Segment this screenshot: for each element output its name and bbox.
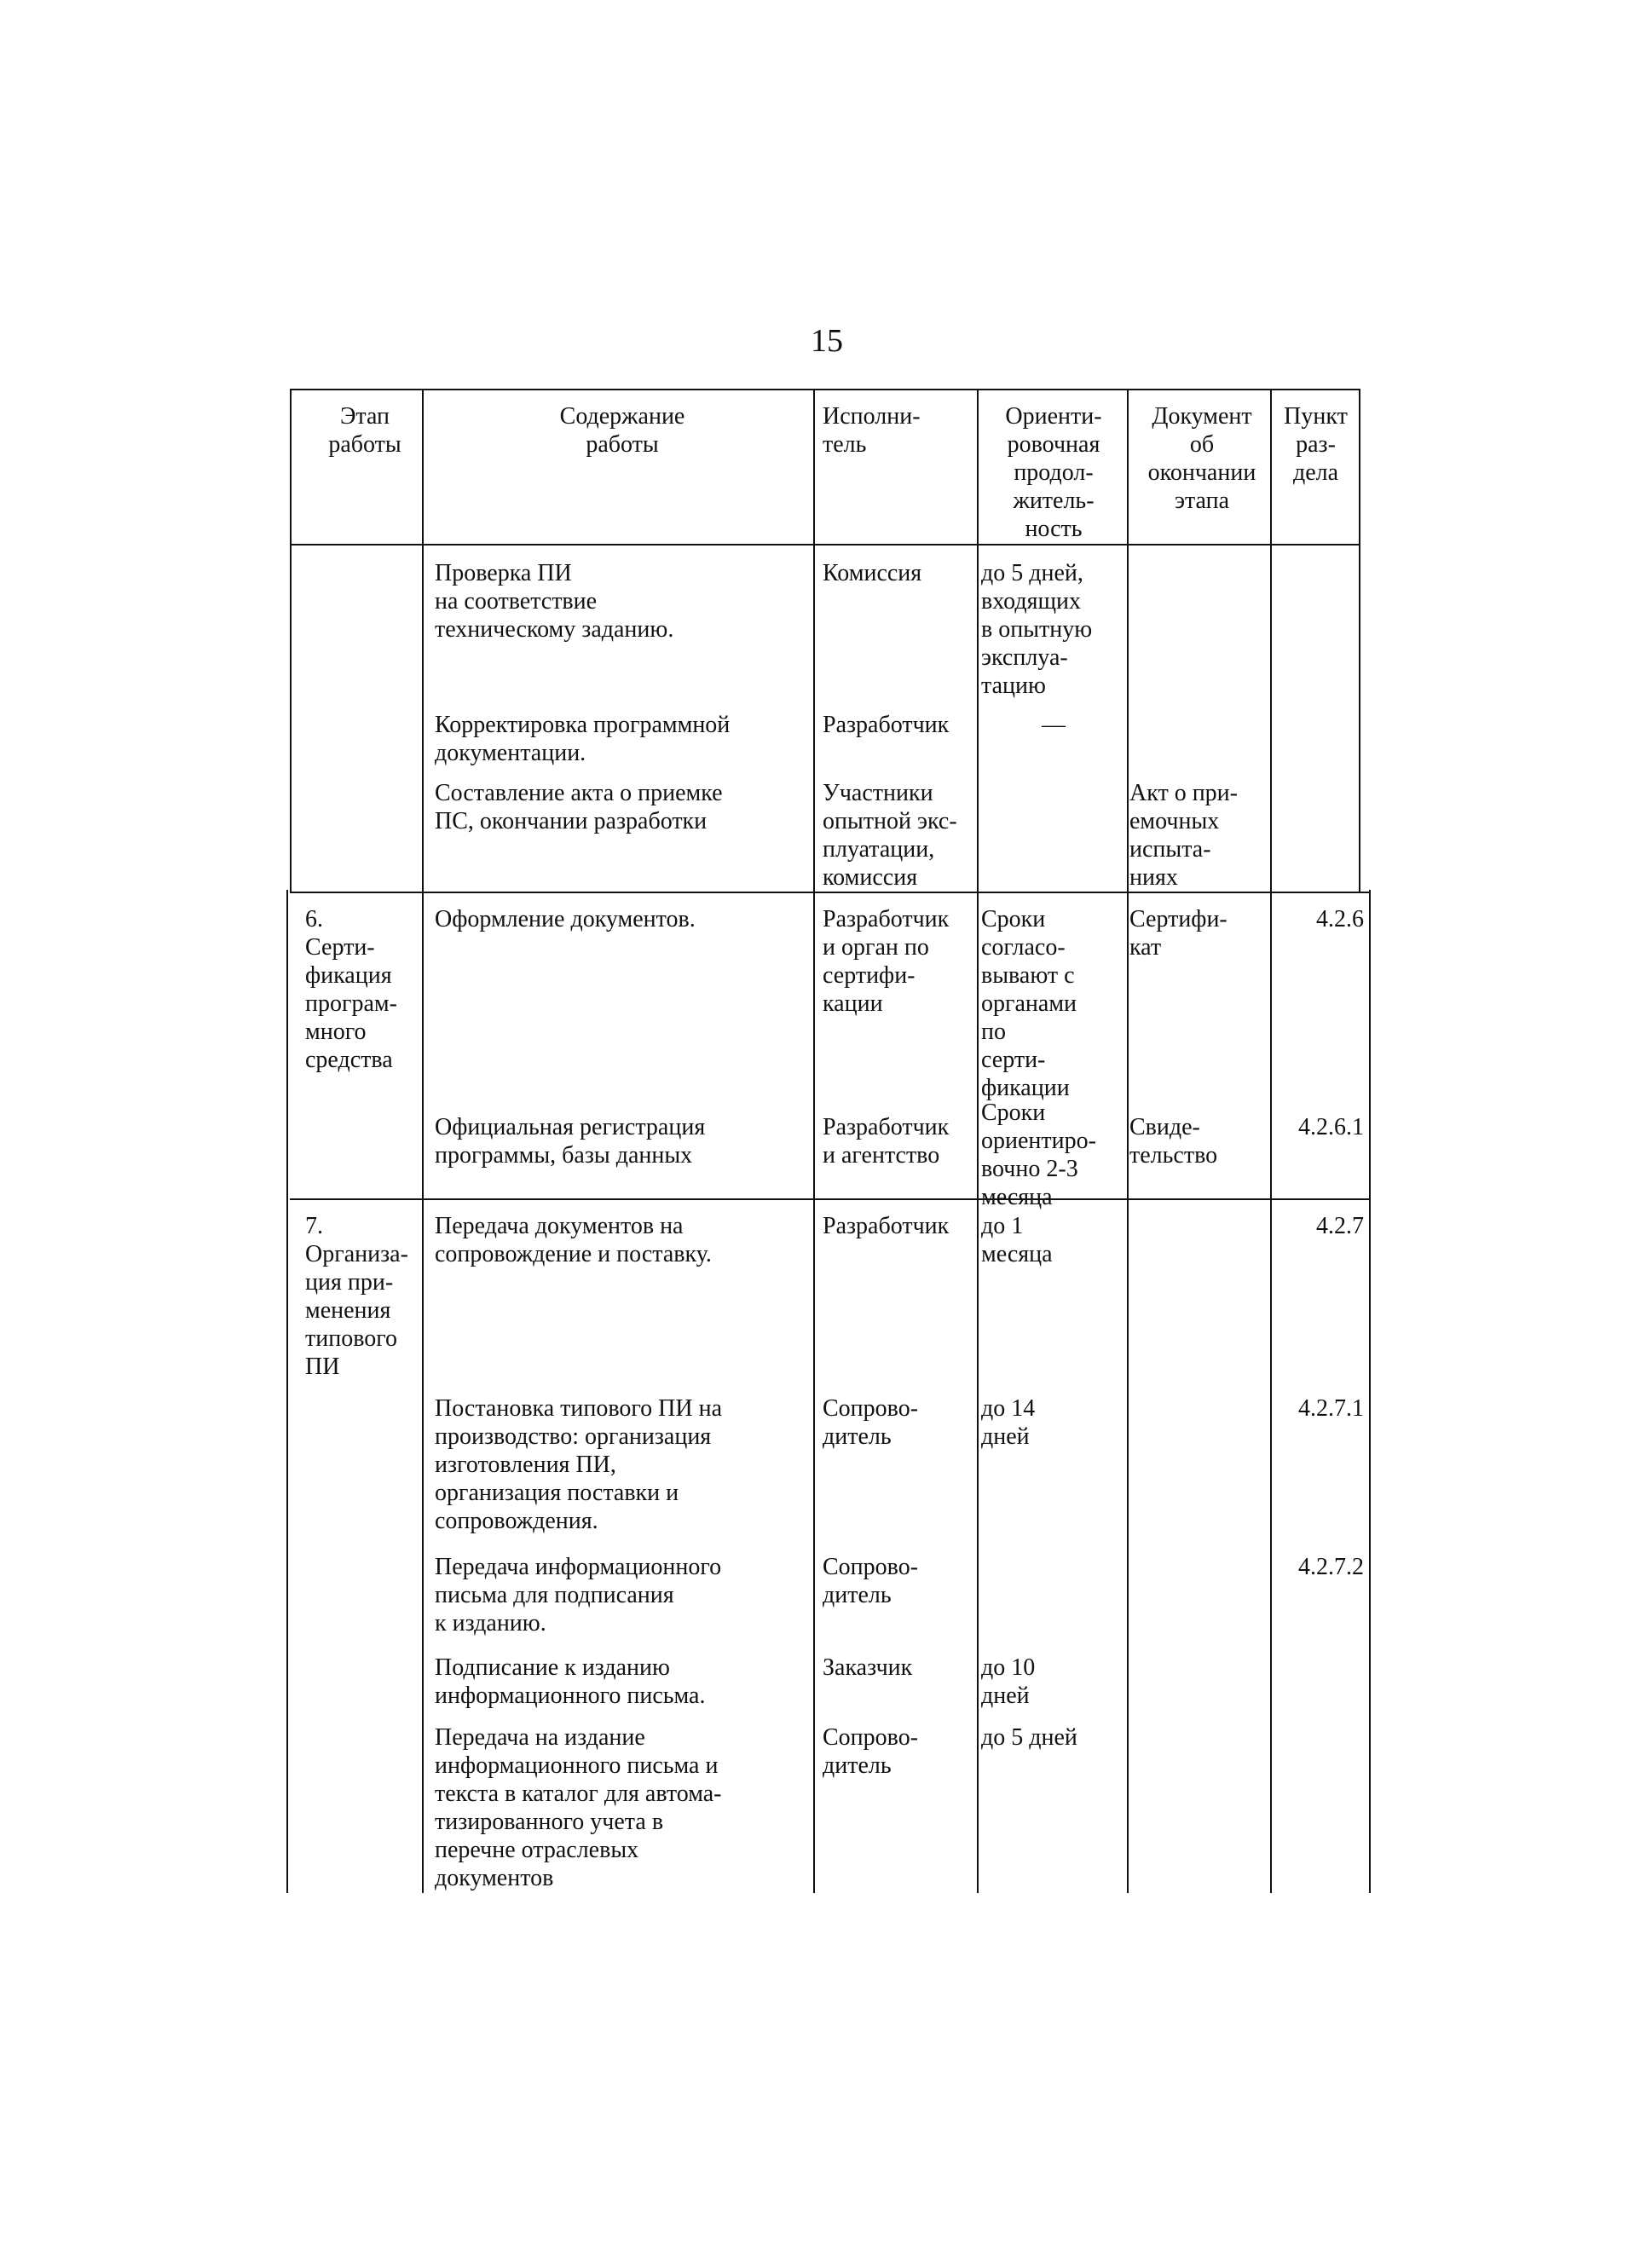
row-3-executor: Участники опытной экс- плуатации, комиссия [823, 780, 957, 891]
row-1-executor: Комиссия [823, 560, 922, 586]
row-6-duration: до 1 месяца [981, 1213, 1053, 1267]
header-bottom-line [290, 544, 1360, 545]
row-3-content: Составление акта о приемке ПС, окончании разработки [435, 780, 723, 834]
row-4-clause: 4.2.6 [1316, 906, 1364, 932]
header-duration: Ориенти- ровочная продол- житель- ность [1005, 403, 1102, 542]
work-stages-table [290, 389, 1372, 1893]
row-9-executor: Заказчик [823, 1654, 913, 1681]
column-divider-4 [1127, 389, 1129, 1893]
row-2-content: Корректировка программной документации. [435, 712, 731, 766]
table-border-top [290, 389, 1360, 390]
row-4-stage: 6. Серти- фикация програм- много средства [305, 906, 397, 1073]
row-3-document: Акт о при- емочных испыта- ниях [1129, 780, 1238, 891]
row-8-clause: 4.2.7.2 [1298, 1554, 1364, 1580]
row-10-duration: до 5 дней [981, 1724, 1077, 1751]
header-document: Документ об окончании этапа [1147, 403, 1256, 514]
row-7-content: Постановка типового ПИ на производство: организация изготовления ПИ, организация поставки и сопровождения. [435, 1395, 723, 1534]
row-4-content: Оформление документов. [435, 906, 696, 932]
row-6-executor: Разработчик [823, 1213, 950, 1239]
row-6-content: Передача документов на сопровождение и поставку. [435, 1213, 712, 1267]
header-content: Содержание работы [559, 403, 685, 458]
row-6-stage: 7. Организа- ция при- менения типового ПИ [305, 1213, 408, 1380]
stage-6-top-line [290, 892, 1369, 893]
column-divider-3 [977, 389, 979, 1893]
page-number: 15 [811, 323, 843, 359]
row-8-executor: Сопрово- дитель [823, 1554, 919, 1608]
header-clause: Пункт раз- дела [1284, 403, 1348, 486]
row-10-content: Передача на издание информационного письма и текста в каталог для автома- тизированного учета в перечне отраслевых документов [435, 1724, 722, 1891]
row-2-duration: — [1042, 712, 1066, 738]
row-8-content: Передача информационного письма для подписания к изданию. [435, 1554, 722, 1636]
row-9-content: Подписание к изданию информационного письма. [435, 1654, 706, 1709]
header-executor: Исполни- тель [823, 403, 921, 458]
row-4-executor: Разработчик и орган по сертифи- кации [823, 906, 950, 1017]
row-6-clause: 4.2.7 [1316, 1213, 1364, 1239]
table-border-right [1359, 389, 1360, 892]
table-border-right-lower [1369, 890, 1371, 1893]
row-4-document: Сертифи- кат [1129, 906, 1227, 961]
row-5-clause: 4.2.6.1 [1298, 1114, 1364, 1140]
row-7-clause: 4.2.7.1 [1298, 1395, 1364, 1422]
row-9-duration: до 10 дней [981, 1654, 1036, 1709]
column-divider-1 [422, 389, 424, 1893]
row-4-duration: Сроки согласо- вывают с органами по серти- фикации [981, 906, 1077, 1101]
column-divider-2 [813, 389, 815, 1893]
stage-7-top-line [290, 1198, 1369, 1200]
row-2-executor: Разработчик [823, 712, 950, 738]
row-7-executor: Сопрово- дитель [823, 1395, 919, 1450]
row-5-document: Свиде- тельство [1129, 1114, 1218, 1169]
row-10-executor: Сопрово- дитель [823, 1724, 919, 1779]
row-1-duration: до 5 дней, входящих в опытную эксплуа- тацию [981, 560, 1093, 699]
table-border-left [290, 389, 292, 892]
header-stage: Этап работы [328, 403, 401, 458]
table-border-left-lower [286, 890, 288, 1893]
row-5-duration: Сроки ориентиро- вочно 2-3 месяца [981, 1100, 1096, 1210]
row-5-content: Официальная регистрация программы, базы данных [435, 1114, 706, 1169]
row-1-content: Проверка ПИ на соответствие техническому заданию. [435, 560, 674, 643]
row-7-duration: до 14 дней [981, 1395, 1036, 1450]
row-5-executor: Разработчик и агентство [823, 1114, 950, 1169]
